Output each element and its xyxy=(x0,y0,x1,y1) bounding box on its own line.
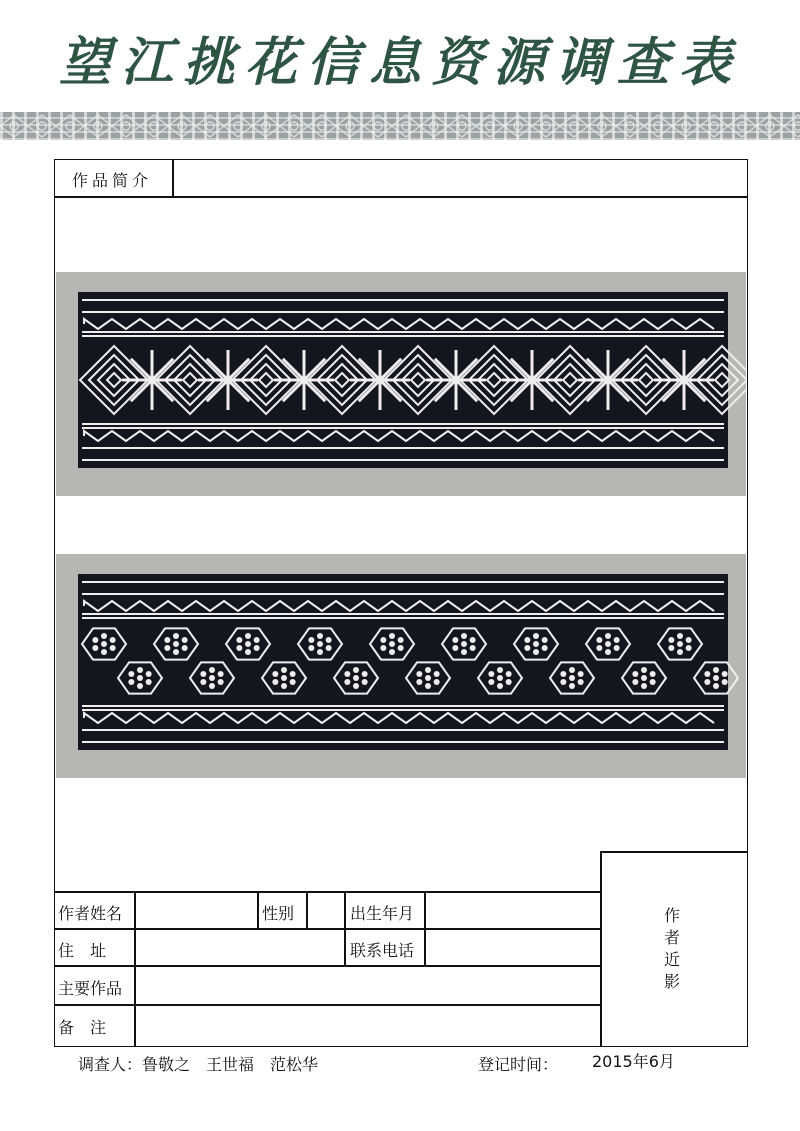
main-works-label: 主要作品 xyxy=(58,979,123,998)
portrait-label-char: 近 xyxy=(664,950,681,969)
page-title: 望江挑花信息资源调查表 xyxy=(58,32,741,93)
registration-date: 2015年6月 xyxy=(592,1052,675,1071)
address-field[interactable] xyxy=(136,930,343,965)
portrait-label-char: 影 xyxy=(664,972,681,991)
cross-stitch-hexagon-pattern xyxy=(56,554,746,778)
birth-field[interactable] xyxy=(426,893,600,928)
embroidery-photo-2 xyxy=(56,554,746,778)
cross-stitch-diamond-pattern xyxy=(56,272,746,496)
divider xyxy=(172,159,174,197)
intro-field[interactable] xyxy=(175,160,747,196)
divider xyxy=(257,891,259,929)
registration-label: 登记时间： xyxy=(478,1055,559,1074)
birth-label: 出生年月 xyxy=(350,904,415,923)
decorative-band xyxy=(0,112,800,140)
portrait-label-char: 者 xyxy=(664,928,681,947)
divider xyxy=(54,196,748,198)
lattice-pattern-icon xyxy=(0,112,800,140)
remarks-field[interactable] xyxy=(136,1006,600,1046)
portrait-box[interactable] xyxy=(602,853,746,1045)
surveyors-text: 调查人：鲁敬之 王世福 范松华 xyxy=(78,1055,319,1074)
main-works-field[interactable] xyxy=(136,967,600,1003)
author-name-label: 作者姓名 xyxy=(58,904,123,923)
divider xyxy=(344,891,346,966)
remarks-label: 备 注 xyxy=(58,1018,107,1037)
phone-label: 联系电话 xyxy=(350,941,415,960)
portrait-label-char: 作 xyxy=(664,906,681,925)
intro-label: 作品简介 xyxy=(72,171,153,190)
gender-label: 性别 xyxy=(262,904,295,923)
gender-field[interactable] xyxy=(308,893,343,928)
phone-field[interactable] xyxy=(426,930,600,965)
author-name-field[interactable] xyxy=(136,893,256,928)
embroidery-photo-1 xyxy=(56,272,746,496)
address-label: 住 址 xyxy=(58,941,107,960)
